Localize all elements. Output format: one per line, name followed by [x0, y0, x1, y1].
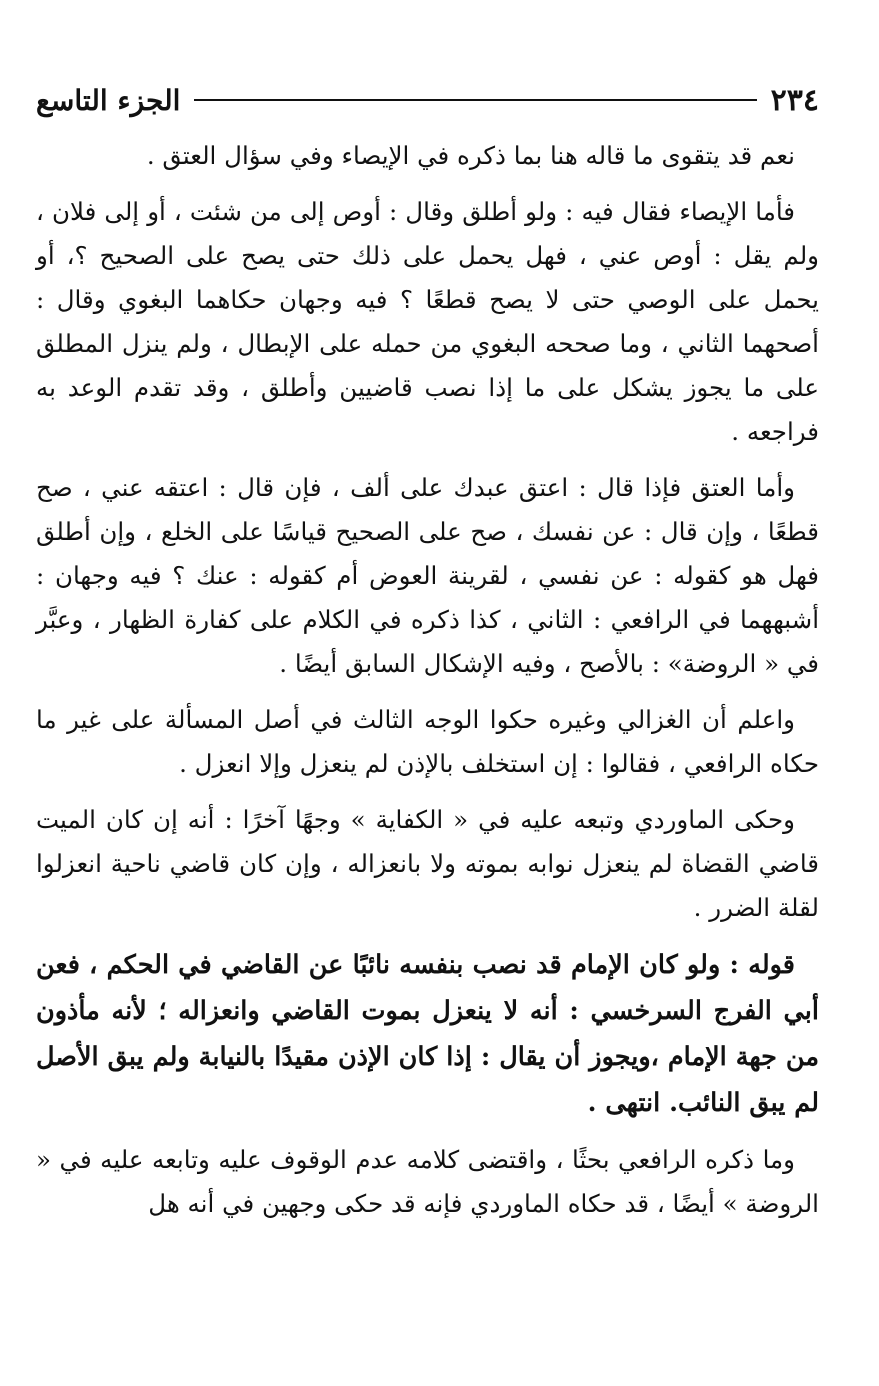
paragraph: فأما الإيصاء فقال فيه : ولو أطلق وقال : أوص إلى من شئت ، أو إلى فلان ، ولم يقل : أوص عني ، فهل يحمل على ذلك حتى يصح على الصحيح ؟، أو يحمل على الوصي حتى لا يصح قطعًا ؟ فيه وجهان حكاهما البغوي وقال : أصحهما الثاني ، وما صححه البغوي من حمله على الإبطال ، ولم ينزل المطلق على ما يجوز يشكل على ما إذا نصب قاضيين وأطلق ، وقد تقدم الوعد به فراجعه .: [36, 197, 819, 446]
paragraph: وأما العتق فإذا قال : اعتق عبدك على ألف ، فإن قال : اعتقه عني ، صح قطعًا ، وإن قال : عن نفسك ، صح على الصحيح قياسًا على الخلع ، وإن أطلق فهل هو كقوله : عن نفسي ، لقرينة العوض أم كقوله : عنك ؟ فيه وجهان : أشبههما في الرافعي : الثاني ، كذا ذكره في الكلام على كفارة الظهار ، وعبَّر في « الروضة» : بالأصح ، وفيه الإشكال السابق أيضًا .: [36, 473, 819, 678]
paragraph: وحكى الماوردي وتبعه عليه في « الكفاية » وجهًا آخرًا : أنه إن كان الميت قاضي القضاة لم ينعزل نوابه بموته ولا بانعزاله ، وإن كان قاضي ناحية انعزلوا لقلة الضرر .: [36, 805, 819, 922]
page-number: ٢٣٤: [770, 82, 819, 118]
paragraph: وما ذكره الرافعي بحثًا ، واقتضى كلامه عدم الوقوف عليه وتابعه عليه في « الروضة » أيضًا ، قد حكاه الماوردي فإنه قد حكى وجهين في أنه هل: [36, 1145, 819, 1218]
paragraph: واعلم أن الغزالي وغيره حكوا الوجه الثالث في أصل المسألة على غير ما حكاه الرافعي ، فقالوا : إن استخلف بالإذن لم ينعزل وإلا انعزل .: [36, 705, 819, 778]
page-header: [36, 80, 819, 120]
quoted-paragraph: قوله : ولو كان الإمام قد نصب بنفسه نائبًا عن القاضي في الحكم ، فعن أبي الفرج السرخسي : أنه لا ينعزل بموت القاضي وانعزاله ؛ لأنه مأذون من جهة الإمام ،ويجوز أن يقال : إذا كان الإذن مقيدًا بالنيابة ولم يبق الأصل لم يبق النائب. انتهى .: [36, 950, 819, 1118]
paragraph: نعم قد يتقوى ما قاله هنا بما ذكره في الإيصاء وفي سؤال العتق .: [146, 141, 795, 170]
header-rule: [194, 99, 756, 101]
running-title: الجزء التاسع: [36, 83, 181, 117]
page-body: [36, 134, 819, 1238]
